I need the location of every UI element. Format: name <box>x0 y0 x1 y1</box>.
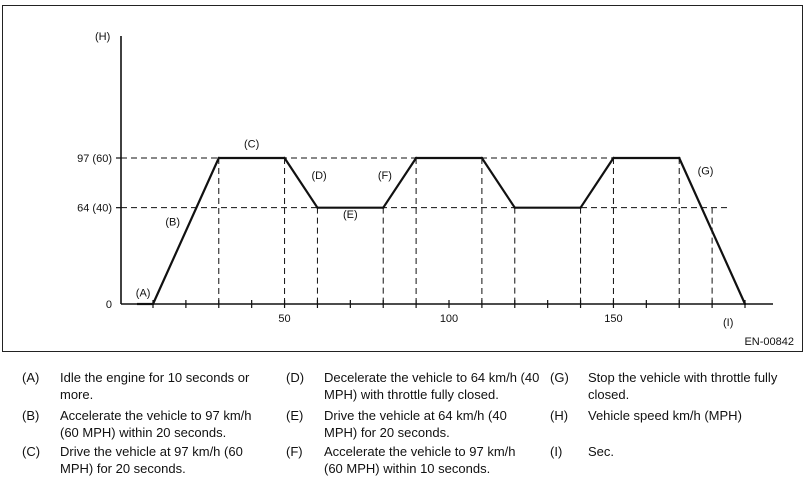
profile-point <box>744 303 746 305</box>
segment-label: (B) <box>165 216 181 229</box>
y-tick-label: 97 (60) <box>77 153 112 165</box>
profile-point <box>481 157 483 159</box>
segment-label: (A) <box>135 287 151 300</box>
chart-frame <box>2 5 803 352</box>
segment-label: (D) <box>311 170 327 183</box>
profile-segment <box>482 158 515 208</box>
profile-point <box>152 303 154 305</box>
y-tick-label: 0 <box>105 299 112 311</box>
legend-key: (D) <box>286 370 305 385</box>
profile-segment <box>153 158 219 304</box>
profile-segment <box>581 158 614 208</box>
profile-point <box>218 157 220 159</box>
profile-segment <box>383 158 416 208</box>
profile-point <box>612 157 614 159</box>
legend-key: (G) <box>550 370 569 385</box>
profile-point <box>579 206 581 208</box>
y-axis-label: (H) <box>95 31 111 43</box>
legend-key: (E) <box>286 408 304 423</box>
x-tick-label: 100 <box>439 313 459 325</box>
legend-text: Idle the engine for 10 seconds or more. <box>60 370 250 402</box>
profile-segment <box>285 158 318 208</box>
figure-code: EN-00842 <box>744 336 794 348</box>
profile-point <box>283 157 285 159</box>
legend <box>0 362 810 482</box>
legend-text: Accelerate the vehicle to 97 km/h (60 MPH) within 10 seconds. <box>324 444 516 476</box>
legend-text: Sec. <box>588 444 615 459</box>
profile-point <box>382 206 384 208</box>
legend-key: (I) <box>550 444 563 459</box>
legend-key: (H) <box>550 408 569 423</box>
profile-point <box>678 157 680 159</box>
legend-text: Drive the vehicle at 64 km/h (40 MPH) for 20 seconds. <box>324 408 507 440</box>
legend-key: (A) <box>22 370 40 385</box>
segment-label: (G) <box>697 165 714 178</box>
legend-key: (C) <box>22 444 41 459</box>
x-axis-label: (I) <box>723 317 734 329</box>
segment-label: (F) <box>377 170 392 183</box>
segment-label: (C) <box>244 138 260 151</box>
legend-text: Drive the vehicle at 97 km/h (60 MPH) for 20 seconds. <box>60 444 243 476</box>
x-tick-label: 50 <box>278 313 291 325</box>
legend-text: Accelerate the vehicle to 97 km/h (60 MPH) within 20 seconds. <box>60 408 252 440</box>
segment-label: (E) <box>342 209 358 222</box>
profile-point <box>415 157 417 159</box>
legend-text: Decelerate the vehicle to 64 km/h (40 MPH) with throttle fully closed. <box>324 370 540 402</box>
legend-text: Vehicle speed km/h (MPH) <box>588 408 742 423</box>
x-tick-label: 150 <box>604 313 623 325</box>
y-tick-label: 64 (40) <box>77 202 112 215</box>
legend-key: (F) <box>286 444 303 459</box>
legend-key: (B) <box>22 408 40 423</box>
profile-point <box>316 206 318 208</box>
speed-profile-chart <box>3 6 804 353</box>
profile-point <box>514 206 516 208</box>
legend-text: Stop the vehicle with throttle fully closed. <box>588 370 778 402</box>
